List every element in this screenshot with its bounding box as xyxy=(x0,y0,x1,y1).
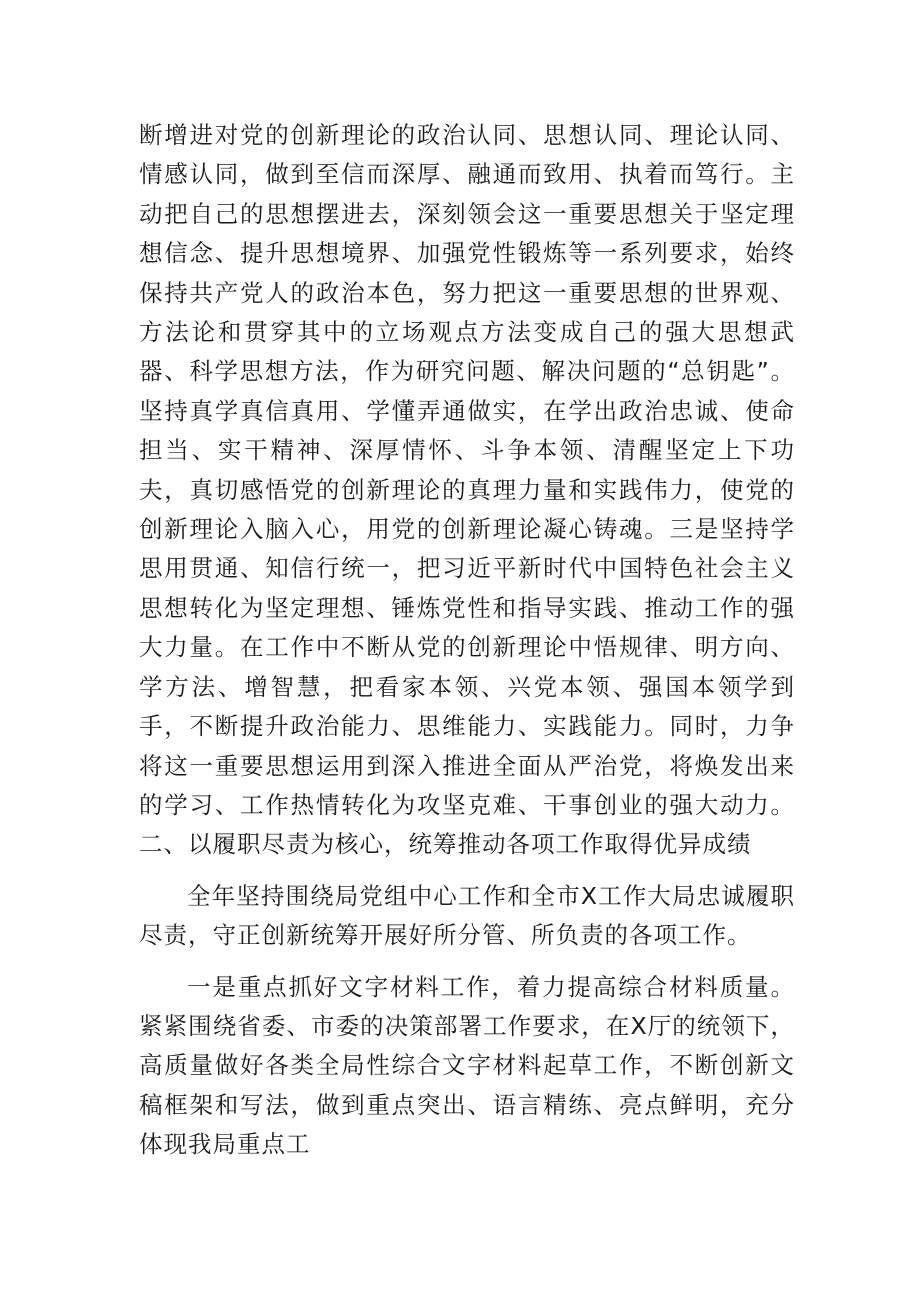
document-body xyxy=(139,116,795,1165)
paragraph-continuation: 断增进对党的创新理论的政治认同、思想认同、理论认同、情感认同，做到至信而深厚、融通而致用、执着而笃行。主动把自己的思想摆进去，深刻领会这一重要思想关于坚定理想信念、提升思想境界、加强党性锻炼等一系列要求，始终保持共产党人的政治本色，努力把这一重要思想的世界观、方法论和贯穿其中的立场观点方法变成自己的强大思想武器、科学思想方法，作为研究问题、解决问题的“总钥匙”。坚持真学真信真用、学懂弄通做实，在学出政治忠诚、使命担当、实干精神、深厚情怀、斗争本领、清醒坚定上下功夫，真切感悟党的创新理论的真理力量和实践伟力，使党的创新理论入脑入心，用党的创新理论凝心铸魂。三是坚持学思用贯通、知信行统一，把习近平新时代中国特色社会主义思想转化为坚定理想、锤炼党性和指导实践、推动工作的强大力量。在工作中不断从党的创新理论中悟规律、明方向、学方法、增智慧，把看家本领、兴党本领、强国本领学到手，不断提升政治能力、思维能力、实践能力。同时，力争将这一重要思想运用到深入推进全面从严治党，将焕发出来的学习、工作热情转化为攻坚克难、干事创业的强大动力。二、以履职尽责为核心，统筹推动各项工作取得优异成绩 xyxy=(139,121,795,859)
paragraph-annual-work: 全年坚持围绕局党组中心工作和全市X工作大局忠诚履职尽责，守正创新统筹开展好所分管、所负责的各项工作。 xyxy=(139,881,795,950)
paragraph-writing-work: 一是重点抓好文字材料工作，着力提高综合材料质量。紧紧围绕省委、市委的决策部署工作要求，在X厅的统领下，高质量做好各类全局性综合文字材料起草工作，不断创新文稿框架和写法，做到重点突出、语言精练、亮点鲜明，充分体现我局重点工 xyxy=(139,972,795,1159)
